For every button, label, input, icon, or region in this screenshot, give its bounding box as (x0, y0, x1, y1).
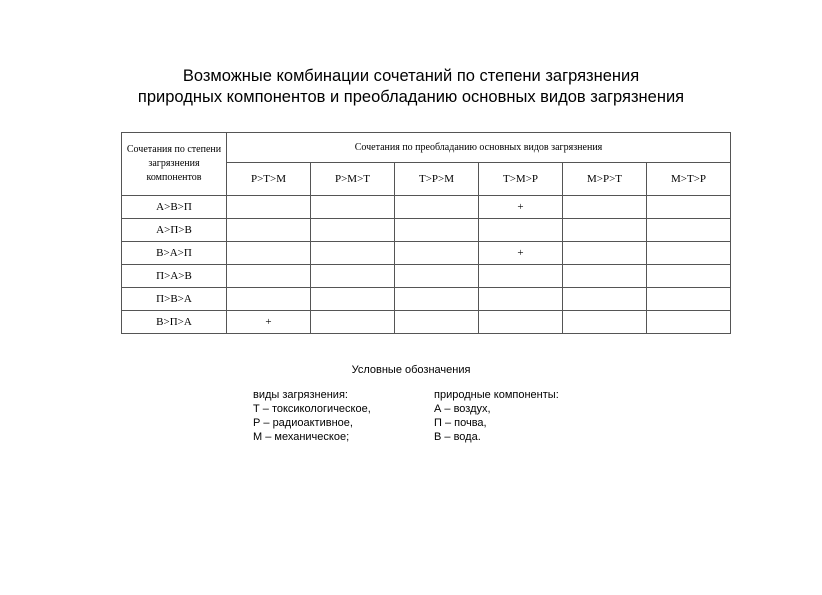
row-label: П>А>В (122, 265, 227, 288)
table-cell (395, 219, 479, 242)
table-cell (647, 311, 731, 334)
table-cell (563, 265, 647, 288)
legend-line: П – почва, (434, 417, 487, 429)
legend-line: природные компоненты: (434, 389, 559, 401)
title-line-1: Возможные комбинации сочетаний по степени загрязнения (182, 67, 640, 85)
table-row (122, 288, 731, 311)
table-cell (227, 219, 311, 242)
table-cell: + (479, 242, 563, 265)
table-cell (395, 288, 479, 311)
table-row (122, 265, 731, 288)
column-header: Т>М>Р (479, 163, 563, 196)
table-cell (479, 265, 563, 288)
page-title (0, 66, 822, 108)
left-header: Сочетания по степени загрязнения компонентов (122, 133, 227, 196)
table-cell (227, 242, 311, 265)
table-cell (647, 196, 731, 219)
table-cell: + (479, 196, 563, 219)
row-label: А>П>В (122, 219, 227, 242)
table-cell (563, 311, 647, 334)
table-cell (563, 288, 647, 311)
table-cell (479, 311, 563, 334)
legend-line: виды загрязнения: (253, 389, 348, 401)
legend-line: М – механическое; (253, 431, 350, 443)
table-cell (311, 265, 395, 288)
legend-pollution-types (253, 388, 371, 444)
table-cell (647, 219, 731, 242)
legend-line: А – воздух, (434, 403, 491, 415)
column-header: М>Р>Т (563, 163, 647, 196)
row-label: А>В>П (122, 196, 227, 219)
table-row (122, 311, 731, 334)
table-cell (227, 288, 311, 311)
table-row (122, 242, 731, 265)
legend-line: В – вода. (434, 431, 481, 443)
table-cell (479, 288, 563, 311)
top-header: Сочетания по преобладанию основных видов загрязнения (227, 133, 731, 163)
table-cell (647, 265, 731, 288)
row-label: П>В>А (122, 288, 227, 311)
legend-line: Т – токсикологическое, (253, 403, 371, 415)
table-cell (311, 311, 395, 334)
legend-title: Условные обозначения (351, 364, 471, 376)
table-cell (227, 196, 311, 219)
table-cell: + (227, 311, 311, 334)
column-header: Р>Т>М (227, 163, 311, 196)
table-cell (395, 311, 479, 334)
table-cell (647, 288, 731, 311)
column-header: Р>М>Т (311, 163, 395, 196)
row-label: В>П>А (122, 311, 227, 334)
legend-natural-components (434, 388, 559, 444)
table-cell (479, 219, 563, 242)
table-cell (311, 219, 395, 242)
table-row (122, 196, 731, 219)
table-cell (227, 265, 311, 288)
table-cell (395, 196, 479, 219)
table-cell (311, 288, 395, 311)
title-line-2: природных компонентов и преобладанию основных видов загрязнения (137, 88, 685, 106)
table-cell (395, 265, 479, 288)
column-header: Т>Р>М (395, 163, 479, 196)
table-cell (563, 242, 647, 265)
row-label: В>А>П (122, 242, 227, 265)
table-cell (311, 196, 395, 219)
table-cell (395, 242, 479, 265)
column-header: М>Т>Р (647, 163, 731, 196)
table-cell (647, 242, 731, 265)
legend-line: Р – радиоактивное, (253, 417, 353, 429)
table-cell (563, 219, 647, 242)
table-row (122, 219, 731, 242)
table-cell (311, 242, 395, 265)
table-cell (563, 196, 647, 219)
combinations-table (121, 132, 731, 334)
